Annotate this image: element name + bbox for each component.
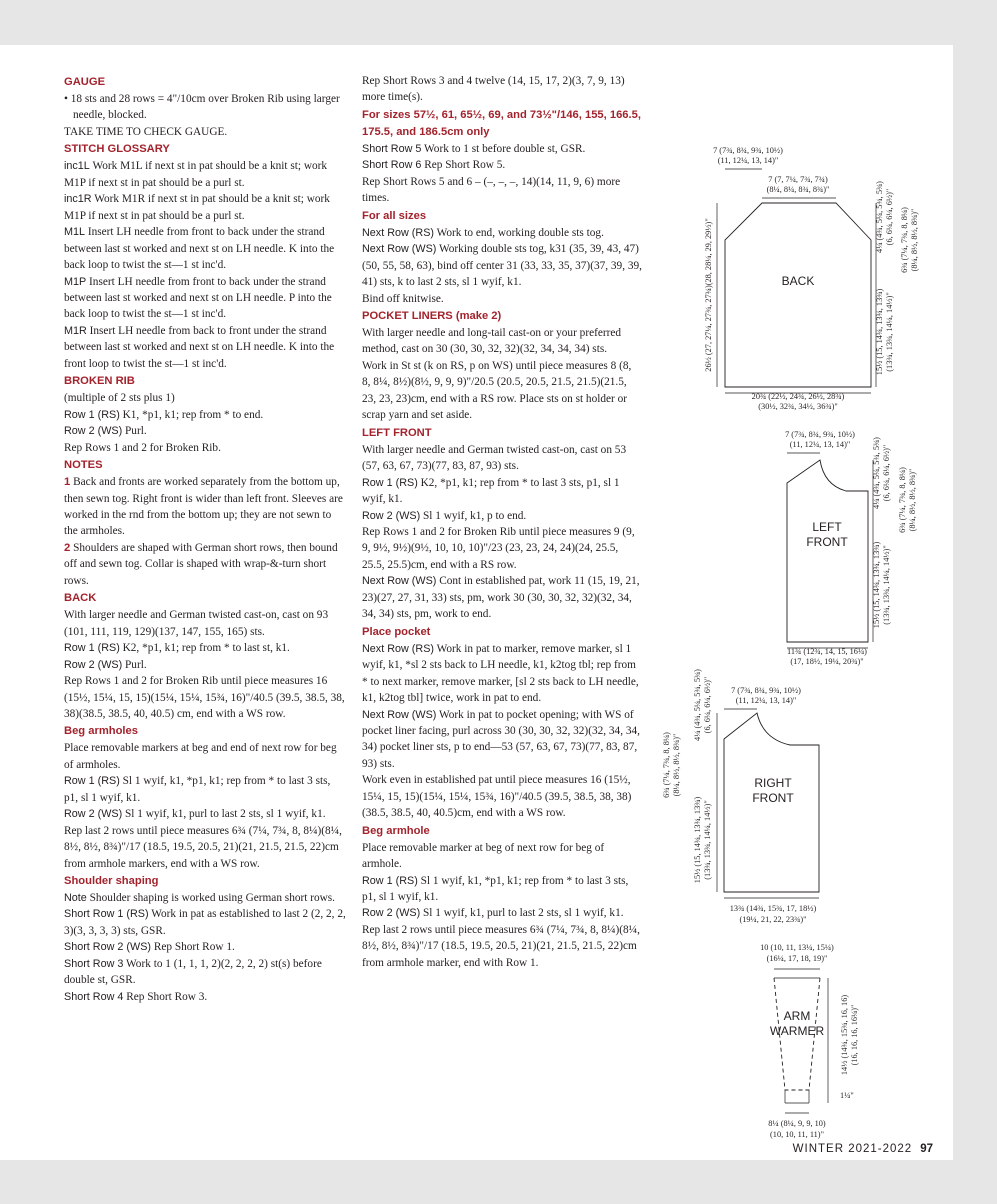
short-row-2: [64, 939, 346, 955]
row-text: Sl 1 wyif, k1, purl to last 2 sts, sl 1 wyif, k1.: [423, 907, 624, 920]
all-sizes-heading: For all sizes: [362, 209, 427, 222]
back-armhole-dim-metric: (8¼, 8½, 8½, 8¾)": [910, 208, 919, 272]
glossary-item: [64, 323, 346, 372]
back-length-dim: 26½ (27, 27¼, 27¾, 27¾)(28, 28¼, 29, 29½)": [704, 218, 713, 372]
left-front-label-2: FRONT: [806, 535, 848, 549]
arm-warmer-top-dim-metric: (16¼, 17, 18, 19)": [766, 954, 828, 963]
row-label: Short Row 4: [64, 990, 124, 1003]
arm-warmer-cuff-dim: 1¼": [840, 1091, 854, 1100]
back-body-dim: 15½ (15, 14¾, 13¾, 13¾): [875, 288, 884, 376]
left-front-heading: LEFT FRONT: [362, 426, 432, 439]
broken-rib-heading: BROKEN RIB: [64, 375, 135, 388]
row-label: Next Row (RS): [362, 642, 434, 655]
all-sizes-next-row-rs: [362, 225, 642, 241]
back-repeat: Rep Rows 1 and 2 for Broken Rib until piece measures 16 (15½, 15¼, 15, 15)(15¼, 15¼, 15¾, 16)"/40.5 (39.5, 38.5, 38, 38)(38.5, 38.5, 40, 40.5) cm, end with a WS row.: [64, 675, 345, 720]
note-label: Note: [64, 892, 87, 905]
left-front-shoulder-dim-metric: (6, 6¼, 6¼, 6½)": [882, 444, 891, 502]
place-pocket-next-row-rs: [362, 641, 642, 707]
back-top-dim-metric: (11, 12¼, 13, 14)": [717, 156, 779, 165]
back-heading: BACK: [64, 592, 97, 605]
row-label: Short Row 1 (RS): [64, 908, 149, 921]
glossary-item: [64, 224, 346, 273]
short-row-1: [64, 906, 346, 939]
page-number: 97: [920, 1143, 933, 1155]
right-front-width-dim: 13¾ (14¾, 15¾, 17, 18½): [729, 904, 817, 913]
row-text: K2, *p1, k1; rep from * to last st, k1.: [122, 642, 290, 655]
right-front-width-dim-metric: (19¼, 21, 22, 23¾)": [739, 915, 807, 924]
left-front-row-1: [362, 475, 642, 508]
row-label: Row 1 (RS): [64, 408, 120, 421]
stitch-glossary-heading: STITCH GLOSSARY: [64, 143, 170, 156]
middle-column: [362, 73, 642, 971]
left-front-shoulder-dim: 4¼ (4¾, 5¼, 5¾, 5¾): [872, 437, 881, 509]
beg-armholes-intro: Place removable markers at beg and end of next row for beg of armholes.: [64, 742, 337, 771]
notes-heading: NOTES: [64, 459, 103, 472]
armhole-repeat: Rep last 2 rows until piece measures 6¾ (7¼, 7¾, 8, 8¼)(8¼, 8½, 8½, 8¾)"/17 (18.5, 19.5, 20.5, 21)(21, 21.5, 21.5, 22)cm from armhole marker, end with Row 1.: [362, 923, 640, 969]
back-width-dim: 20¾ (22½, 24¾, 26½, 28¾): [751, 392, 845, 401]
shoulder-shaping-heading: Shoulder shaping: [64, 875, 159, 888]
left-front-armhole-dim: 6¾ (7¼, 7¾, 8, 8¼): [898, 467, 907, 533]
back-intro: With larger needle and German twisted cast-on, cast on 93 (101, 111, 119, 129)(137, 147, 155, 165) sts.: [64, 609, 329, 638]
right-front-schematic: [662, 669, 819, 924]
back-neck-dim: 7 (7, 7¼, 7¾, 7¾): [768, 175, 828, 184]
left-column: [64, 73, 346, 1005]
glossary-item: [64, 158, 346, 191]
arm-warmer-top-dim: 10 (10, 11, 13¼, 15¼): [760, 943, 834, 952]
left-front-label-1: LEFT: [812, 520, 842, 534]
right-front-label-1: RIGHT: [754, 776, 792, 790]
arm-warmer-cuff-width-dim: 8¼ (8¼, 9, 9, 10): [768, 1119, 826, 1128]
armholes-row-1: [64, 773, 346, 806]
note-1: [64, 474, 346, 540]
right-front-armhole-dim-metric: (8¼, 8½, 8½, 8¾)": [672, 733, 681, 797]
glossary-text: Insert LH needle from front to back under the strand between last st worked and next st on LH needle. K into the back loop to twist the st—1 st inc'd.: [64, 226, 335, 272]
shoulder-note: [64, 890, 346, 906]
row-label: Next Row (RS): [362, 226, 434, 239]
note-number: 1: [64, 476, 71, 489]
back-schematic: [704, 146, 919, 411]
glossary-text: Work M1R if next st in pat should be a knit st; work M1P if next st in pat should be a purl st.: [64, 193, 330, 222]
back-row-2: [64, 657, 346, 673]
short-row-3: [64, 956, 346, 989]
row-label: Row 2 (WS): [362, 907, 421, 920]
left-front-top-dim-metric: (11, 12¼, 13, 14)": [789, 440, 851, 449]
row-text: Rep Short Row 5.: [424, 159, 506, 172]
left-front-repeat: Rep Rows 1 and 2 for Broken Rib until piece measures 9 (9, 9, 9½, 9½)(9½, 10, 10, 10)"/23 (23, 23, 24, 24)(24, 25.5, 25.5, 25.5)cm, end with a RS row.: [362, 525, 635, 571]
row-label: Row 2 (WS): [64, 808, 123, 821]
row-label: Row 1 (RS): [64, 775, 120, 788]
armholes-row-2: [64, 806, 346, 822]
armhole-row-1: [362, 873, 642, 906]
back-neck-dim-metric: (8¼, 8¼, 8¾, 8¾)": [766, 185, 830, 194]
glossary-term: inc1R: [64, 193, 92, 206]
left-front-body-dim: 15½ (15, 14¾, 13¾, 13¾): [872, 541, 881, 629]
back-top-dim: 7 (7¾, 8¾, 9¾, 10½): [713, 146, 783, 155]
beg-armholes-heading: Beg armholes: [64, 725, 138, 738]
row-text: Sl 1 wyif, k1, *p1, k1; rep from * to last 3 sts, p1, sl 1 wyif, k1.: [362, 874, 629, 904]
arm-warmer-label-2: WARMER: [769, 1024, 825, 1038]
row-label: Short Row 6: [362, 159, 422, 172]
back-row-1: [64, 640, 346, 656]
row-text: Work in pat to pocket opening; with WS of pocket liner facing, purl across 30 (30, 30, 32, 32)(32, 34, 34, 34) pocket liner sts, p to end—53 (57, 63, 67, 73)(77, 83, 87, 93) sts.: [362, 708, 640, 770]
row-text: Sl 1 wyif, k1, purl to last 2 sts, sl 1 wyif, k1.: [125, 808, 326, 821]
short-row-6: [362, 157, 642, 173]
short-rows-5-6-repeat: Rep Short Rows 5 and 6 – (–, –, –, 14)(14, 11, 9, 6) more times.: [362, 175, 621, 205]
note-text: Back and fronts are worked separately from the bottom up, then sewn tog. Right front is wider than left front. Sleeves are worked in the rnd from the bottom up; they are not sewn to the armholes.: [64, 476, 343, 538]
row-text: K2, *p1, k1; rep from * to last 3 sts, p1, sl 1 wyif, k1.: [362, 476, 620, 506]
page-footer: [793, 1143, 933, 1155]
glossary-text: Insert LH needle from front to back under the strand between last st worked and next st on LH needle. P into the back loop to twist the st—1 st inc'd.: [64, 275, 332, 321]
back-body-dim-metric: (13¾, 13¾, 14¼, 14½)": [885, 292, 894, 372]
right-front-body-dim-metric: (13¾, 13¾, 14¼, 14½)": [703, 800, 712, 880]
row-label: Row 1 (RS): [362, 476, 418, 489]
back-label: BACK: [781, 274, 815, 288]
arm-warmer-length-dim-metric: (16, 16, 16, 16¼)": [850, 1004, 859, 1066]
short-row-5: [362, 141, 642, 157]
left-front-width-dim-metric: (17, 18½, 19¼, 20¾)": [790, 657, 864, 666]
right-front-top-dim-metric: (11, 12¼, 13, 14)": [735, 696, 797, 705]
all-sizes-next-row-ws: [362, 241, 642, 290]
glossary-item: [64, 191, 346, 224]
row-label: Short Row 5: [362, 142, 422, 155]
glossary-term: M1P: [64, 275, 87, 288]
glossary-item: [64, 274, 346, 323]
row-text: Working double sts tog, k31 (35, 39, 43, 47)(50, 55, 58, 63), bind off center 31 (33, 33, 35, 37)(37, 39, 39, 41) sts, k to last 2 sts, sl 1 wyif, k1.: [362, 243, 642, 289]
row-label: Row 2 (WS): [362, 509, 421, 522]
glossary-term: M1L: [64, 226, 86, 239]
arm-warmer-label-1: ARM: [783, 1009, 811, 1023]
left-front-body-dim-metric: (13¾, 13¾, 14¼, 14½)": [882, 545, 891, 625]
row-text: Sl 1 wyif, k1, p to end.: [423, 509, 527, 522]
pocket-liners-work: Work in St st (k on RS, p on WS) until piece measures 8 (8, 8, 8¼, 8½)(8½, 9, 9, 9)"/20.5 (20.5, 20.5, 21.5, 21.5)(21.5, 23, 23, 23)cm, end with a RS row. Place sts on st holder or scrap yarn and set aside.: [362, 359, 632, 422]
row-text: Work in pat as established to last 2 (2, 2, 2, 3)(3, 3, 3, 3) sts, GSR.: [64, 908, 346, 937]
note-text: Shoulder shaping is worked using German short rows.: [89, 892, 336, 905]
left-front-outline: [787, 460, 868, 642]
sizes-heading: For sizes 57½, 61, 65½, 69, and 73½"/146, 155, 166.5, 175.5, and 186.5cm only: [362, 108, 641, 138]
note-2: [64, 540, 346, 589]
short-row-4: [64, 989, 346, 1005]
broken-rib-repeat: Rep Rows 1 and 2 for Broken Rib.: [64, 441, 221, 454]
place-pocket-heading: Place pocket: [362, 625, 431, 638]
row-label: Row 1 (RS): [362, 874, 418, 887]
right-front-label-2: FRONT: [752, 791, 794, 805]
right-front-top-dim: 7 (7¾, 8¾, 9¾, 10½): [731, 686, 801, 695]
row-label: Row 1 (RS): [64, 642, 120, 655]
armhole-row-2: [362, 905, 642, 921]
row-text: Work in pat to marker, remove marker, sl 1 wyif, k1, *sl 2 sts back to LH needle, k1, k2tog tbl; rep from * to next marker, remove marker, [sl 2 sts back to LH needle, k1, k2tog tbl] twice, work in pat to end.: [362, 642, 639, 705]
issue-name: WINTER 2021-2022: [792, 1143, 913, 1155]
row-label: Row 2 (WS): [64, 658, 123, 671]
note-text: Shoulders are shaped with German short rows, then bound off and sewn tog. Collar is shaped with wrap-&-turn short rows.: [64, 541, 338, 587]
row-text: K1, *p1, k1; rep from * to end.: [122, 408, 264, 421]
glossary-term: M1R: [64, 324, 87, 337]
beg-armhole-heading: Beg armhole: [362, 824, 430, 837]
arm-warmer-length-dim: 14½ (14¾, 15¾, 16, 16): [840, 994, 849, 1076]
gauge-heading: GAUGE: [64, 76, 106, 88]
left-front-schematic: [785, 430, 917, 666]
back-outline: [725, 203, 871, 387]
row-label: Row 2 (WS): [64, 425, 123, 438]
pocket-liners-cast-on: With larger needle and long-tail cast-on or your preferred method, cast on 30 (30, 30, 32, 32)(32, 34, 34, 34) sts.: [362, 326, 622, 356]
broken-rib-row-2: [64, 423, 346, 439]
pocket-liners-heading: POCKET LINERS (make 2): [362, 309, 502, 322]
glossary-term: inc1L: [64, 160, 90, 173]
bind-off: Bind off knitwise.: [362, 292, 444, 305]
short-rows-continued: Rep Short Rows 3 and 4 twelve (14, 15, 17, 2)(3, 7, 9, 13) more time(s).: [362, 75, 625, 104]
row-label: Next Row (WS): [362, 243, 437, 256]
row-text: Purl.: [125, 658, 147, 671]
row-text: Work to 1 st before double st, GSR.: [424, 142, 586, 155]
beg-armhole-intro: Place removable marker at beg of next row for beg of armhole.: [362, 841, 605, 871]
row-label: Short Row 2 (WS): [64, 941, 151, 954]
place-pocket-work-even: Work even in established pat until piece measures 16 (15½, 15¼, 15, 15)(15¼, 15¼, 15¾, 16)"/40.5 (39.5, 38.5, 38, 38)(38.5, 38.5, 40, 40.5)cm, end with a WS row.: [362, 774, 632, 820]
right-front-shoulder-dim: 4¼ (4¾, 5¼, 5¾, 5¾): [693, 669, 702, 741]
back-shoulder-dim: 4¼ (4¾, 5¼, 5¾, 5¾): [875, 181, 884, 253]
left-front-next-row: [362, 573, 642, 622]
gauge-bullet: • 18 sts and 28 rows = 4"/10cm over Broken Rib using larger needle, blocked.: [64, 93, 340, 122]
back-width-dim-metric: (30½, 32¾, 34½, 36¾)": [758, 402, 838, 411]
garment-schematics: [660, 95, 953, 1155]
note-number: 2: [64, 541, 71, 554]
row-text: Purl.: [125, 425, 147, 438]
back-shoulder-dim-metric: (6, 6¼, 6¼, 6½)": [885, 188, 894, 246]
right-front-armhole-dim: 6¾ (7¼, 7¾, 8, 8¼): [662, 732, 671, 798]
magazine-page: [0, 45, 953, 1160]
row-text: Rep Short Row 1.: [153, 941, 235, 954]
place-pocket-next-row-ws: [362, 707, 642, 773]
glossary-text: Insert LH needle from back to front under the strand between last st worked and next st on LH needle. K into the front loop to twist the st—1 st inc'd.: [64, 324, 335, 370]
gauge-check: TAKE TIME TO CHECK GAUGE.: [64, 125, 228, 138]
glossary-text: Work M1L if next st in pat should be a knit st; work M1P if next st in pat should be a purl st.: [64, 160, 328, 189]
left-front-width-dim: 11¾ (12¾, 14, 15, 16¼): [787, 647, 867, 656]
left-front-row-2: [362, 508, 642, 524]
broken-rib-row-1: [64, 407, 346, 423]
right-front-body-dim: 15½ (15, 14¾, 13¾, 13¾): [693, 796, 702, 884]
left-front-armhole-dim-metric: (8¼, 8½, 8½, 8¾)": [908, 468, 917, 532]
left-front-intro: With larger needle and German twisted cast-on, cast on 53 (57, 63, 67, 73)(77, 83, 87, 93) sts.: [362, 443, 627, 473]
row-text: Rep Short Row 3.: [126, 990, 208, 1003]
right-front-shoulder-dim-metric: (6, 6¼, 6¼, 6½)": [703, 676, 712, 734]
row-label: Next Row (WS): [362, 708, 437, 721]
back-armhole-dim: 6¾ (7¼, 7¾, 8, 8¼): [900, 207, 909, 273]
arm-warmer-cuff-width-dim-metric: (10, 10, 11, 11)": [770, 1130, 824, 1139]
left-front-top-dim: 7 (7¾, 8¾, 9¾, 10½): [785, 430, 855, 439]
row-label: Next Row (WS): [362, 575, 437, 588]
row-text: Work to 1 (1, 1, 1, 2)(2, 2, 2, 2) st(s) before double st, GSR.: [64, 957, 322, 987]
row-text: Work to end, working double sts tog.: [436, 226, 604, 239]
broken-rib-multiple: (multiple of 2 sts plus 1): [64, 392, 175, 405]
row-text: Sl 1 wyif, k1, *p1, k1; rep from * to last 3 sts, p1, sl 1 wyif, k1.: [64, 775, 331, 804]
arm-warmer-schematic: [760, 943, 859, 1139]
armholes-repeat: Rep last 2 rows until piece measures 6¾ (7¼, 7¾, 8, 8¼)(8¼, 8½, 8½, 8¾)"/17 (18.5, 19.5, 20.5, 21)(21, 21.5, 21.5, 22)cm from armhole markers, end with a WS row.: [64, 824, 342, 870]
row-label: Short Row 3: [64, 957, 124, 970]
row-text: Cont in established pat, work 11 (15, 19, 21, 23)(27, 27, 31, 33) sts, pm, work 30 (30, 30, 32, 32)(32, 34, 34, 34) sts, pm, work to end.: [362, 575, 640, 621]
